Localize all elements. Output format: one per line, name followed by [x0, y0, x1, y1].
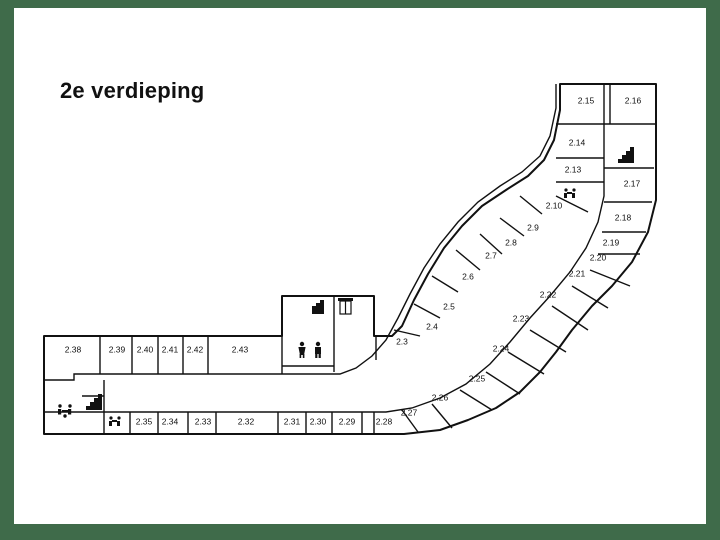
room-label: 2.38 — [64, 344, 82, 355]
room-label: 2.42 — [186, 344, 204, 355]
room-label: 2.6 — [462, 271, 474, 282]
room-label: 2.5 — [443, 301, 455, 312]
room-label: 2.43 — [231, 344, 249, 355]
elevator-icon-top — [338, 298, 353, 314]
room-label: 2.28 — [375, 416, 393, 427]
room-label: 2.23 — [512, 313, 530, 324]
room-label: 2.13 — [564, 164, 582, 175]
room-label: 2.3 — [396, 336, 408, 347]
room-label: 2.18 — [614, 212, 632, 223]
room-label: 2.32 — [237, 416, 255, 427]
room-label: 2.7 — [485, 250, 497, 261]
room-label: 2.17 — [623, 178, 641, 189]
room-label: 2.15 — [577, 95, 595, 106]
room-label: 2.29 — [338, 416, 356, 427]
room-label: 2.10 — [545, 200, 563, 211]
room-label: 2.22 — [539, 289, 557, 300]
room-label: 2.16 — [624, 95, 642, 106]
room-label: 2.34 — [161, 416, 179, 427]
page-title: 2e verdieping — [60, 78, 205, 103]
room-label: 2.30 — [309, 416, 327, 427]
room-label: 2.24 — [492, 343, 510, 354]
room-label: 2.35 — [135, 416, 153, 427]
room-label: 2.26 — [431, 392, 449, 403]
room-label: 2.27 — [400, 407, 418, 418]
room-label: 2.8 — [505, 237, 517, 248]
room-label: 2.31 — [283, 416, 301, 427]
plan-outline-group — [44, 84, 656, 434]
room-label: 2.14 — [568, 137, 586, 148]
room-label: 2.4 — [426, 321, 438, 332]
room-label: 2.41 — [161, 344, 179, 355]
room-label: 2.20 — [589, 252, 607, 263]
room-label: 2.25 — [468, 373, 486, 384]
room-label: 2.39 — [108, 344, 126, 355]
room-label: 2.21 — [568, 268, 586, 279]
room-label: 2.9 — [527, 222, 539, 233]
room-label: 2.33 — [194, 416, 212, 427]
room-label: 2.40 — [136, 344, 154, 355]
room-label: 2.19 — [602, 237, 620, 248]
